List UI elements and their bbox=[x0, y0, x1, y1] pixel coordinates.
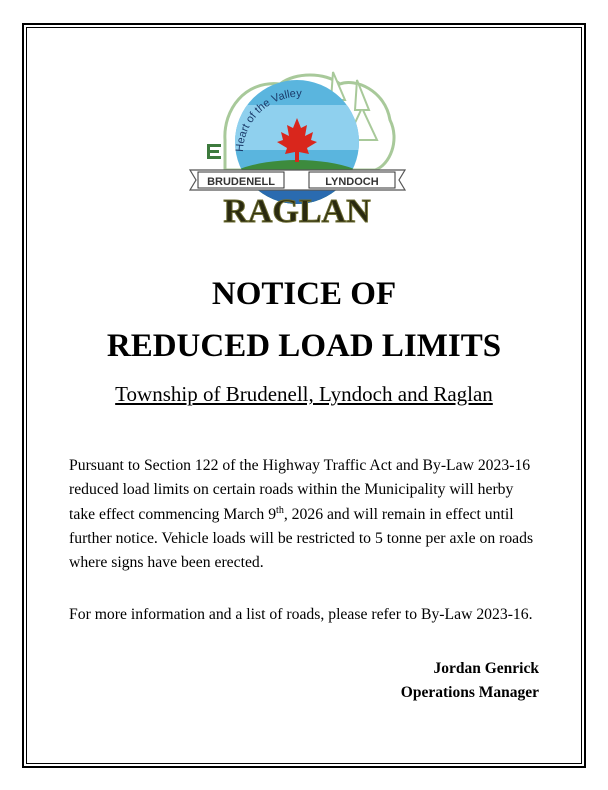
signature-name: Jordan Genrick bbox=[433, 660, 539, 677]
notice-title-line1: NOTICE OF bbox=[211, 276, 397, 312]
signature-title: Operations Manager bbox=[400, 684, 539, 701]
notice-paragraph-1 bbox=[69, 454, 539, 575]
notice-subtitle: Township of Brudenell, Lyndoch and Raglan bbox=[115, 382, 493, 406]
notice-paragraph-2: For more information and a list of roads, please refer to By-Law 2023-16. bbox=[69, 606, 533, 623]
township-logo-graphic bbox=[185, 70, 410, 235]
logo-stripes-decoration bbox=[207, 144, 221, 159]
banner-right-text: LYNDOCH bbox=[325, 176, 379, 188]
paragraph-1-text-b: , 2026 and will remain in effect until further notice. Vehicle loads will be restricted to 5 tonne per axle on roads where signs have been erected. bbox=[69, 505, 534, 572]
banner-left-text: BRUDENELL bbox=[207, 176, 275, 188]
logo-arc-text: Heart of the Valley bbox=[233, 87, 302, 153]
date-ordinal-suffix: th bbox=[276, 504, 284, 516]
logo-wordmark: RAGLAN bbox=[223, 193, 371, 230]
notice-title-line2: REDUCED LOAD LIMITS bbox=[106, 328, 502, 364]
township-logo bbox=[185, 70, 410, 235]
paragraph-1-text-a: Pursuant to Section 122 of the Highway Traffic Act and By-Law 2023-16 reduced load limits on certain roads within the Municipality will herby take effect commencing March 9 bbox=[69, 457, 531, 523]
